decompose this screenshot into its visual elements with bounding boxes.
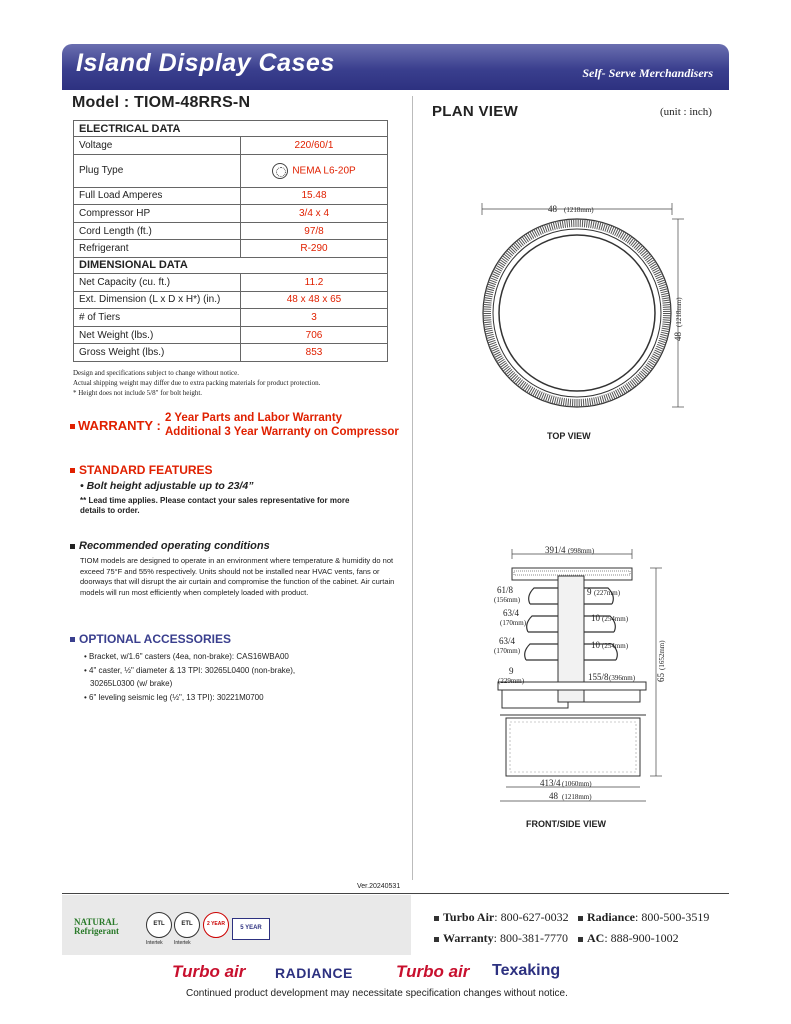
heading-text: Recommended operating conditions [79, 540, 270, 552]
standard-features-heading [70, 463, 213, 477]
note-line: Design and specifications subject to change without notice. [73, 369, 240, 377]
spec-label: Voltage [74, 137, 241, 155]
natural-refrigerant-logo [74, 918, 119, 936]
note-line: * Height does not include 5/8" for bolt height. [73, 389, 203, 397]
dim-l3-mm: (170mm) [494, 647, 521, 655]
list-item: • 6" leveling seismic leg (½", 13 TPI): 30221M0700 [84, 692, 264, 702]
spec-value: 15.48 [241, 187, 388, 205]
front-view-drawing [490, 540, 680, 808]
spec-notes [73, 368, 320, 398]
dim-l1-mm: (156mm) [494, 596, 521, 604]
spec-value: R-290 [241, 240, 388, 258]
electrical-heading: ELECTRICAL DATA [74, 121, 388, 137]
front-top-width-mm: (998mm) [568, 547, 595, 555]
footer-divider [62, 893, 729, 894]
spec-value: 220/60/1 [241, 137, 388, 155]
front-top-width: 391/4 [545, 545, 566, 555]
warranty-label-text: WARRANTY : [78, 418, 161, 433]
dim-l4-mm: (229mm) [498, 677, 525, 685]
contacts-right [578, 907, 709, 949]
optional-accessories-heading [70, 632, 231, 646]
list-item: • 4" caster, ½" diameter & 13 TPI: 30265L0400 (non-brake), [84, 665, 296, 675]
plug-icon [272, 163, 288, 179]
bullet-square-icon [70, 468, 75, 473]
title-banner [62, 44, 729, 90]
plug-type-value: NEMA L6-20P [292, 165, 356, 177]
front-view-caption: FRONT/SIDE VIEW [526, 819, 607, 829]
dim-r3-mm: (254mm) [602, 642, 629, 650]
dim-l3: 63/4 [499, 636, 516, 646]
top-depth-dim: 48 [673, 332, 683, 341]
spec-label: # of Tiers [74, 309, 241, 327]
feature-bolt-height: • Bolt height adjustable up to 23/4” [80, 480, 254, 492]
spec-label: Plug Type [74, 154, 241, 187]
bullet-square-icon [578, 937, 583, 942]
dim-r1-mm: (227mm) [594, 589, 621, 597]
bullet-square-icon [70, 424, 75, 429]
spec-value: 3 [241, 309, 388, 327]
heading-text: STANDARD FEATURES [79, 463, 213, 477]
dim-l4: 9 [509, 666, 514, 676]
dim-r3: 10 [591, 640, 600, 650]
turbo-air-logo: Turbo air [172, 962, 246, 981]
recommended-body: TIOM models are designed to operate in an environment where temperature & humidity do not exceed 75°F and 55% respectively. Units should not be installed near HVAC vents, fans or doorways that will disrupt the air curtain and compromise the function of the cabinet. Air curtain models will run most efficiently when completely loaded with product. [80, 556, 395, 597]
page-title: Island Display Cases [76, 49, 335, 77]
top-depth-mm: (1218mm) [675, 297, 683, 327]
inner-ring [499, 235, 655, 391]
dim-r4-mm: (396mm) [609, 674, 636, 682]
base-cabinet [506, 718, 640, 776]
column-divider [412, 96, 413, 880]
top-view-drawing [470, 195, 700, 420]
dim-r2-mm: (254mm) [602, 615, 629, 623]
dim-l2: 63/4 [503, 608, 520, 618]
radiance-logo: RADIANCE [275, 965, 353, 981]
contact-radiance: Radiance: 800-500-3519 [578, 907, 709, 928]
spec-table [73, 120, 388, 362]
bullet-square-icon [578, 916, 583, 921]
dim-r1: 9 [587, 587, 592, 597]
five-year-warranty-icon: 5 YEAR [232, 918, 270, 940]
dim-base-inner-mm: (1060mm) [562, 780, 592, 788]
contact-turbo-air: Turbo Air: 800-627-0032 [434, 907, 569, 928]
warranty-line-2: Additional 3 Year Warranty on Compressor [165, 426, 399, 438]
warranty-label [70, 418, 161, 433]
model-number: Model : TIOM-48RRS-N [72, 94, 251, 111]
dim-height-mm: (1652mm) [658, 640, 666, 670]
spec-value: 97/8 [241, 222, 388, 240]
spec-value: 48 x 48 x 65 [241, 291, 388, 309]
version: Ver.20240531 [357, 883, 401, 890]
page-subtitle: Self- Serve Merchandisers [582, 66, 713, 80]
feature-lead-time: ** Lead time applies. Please contact your sales representative for more details to order. [80, 496, 350, 515]
contacts-left [434, 907, 569, 949]
contact-warranty: Warranty: 800-381-7770 [434, 928, 569, 949]
warranty-line-1: 2 Year Parts and Labor Warranty [165, 412, 343, 424]
natural-text: NATURAL [74, 917, 118, 927]
top-width-dim: 48 [548, 204, 557, 214]
spec-value-plug [241, 154, 388, 187]
dim-r4: 155/8 [588, 672, 609, 682]
dim-height: 65 [656, 673, 666, 682]
unit-label: (unit : inch) [660, 106, 712, 118]
bullet-square-icon [434, 937, 439, 942]
dim-base-inner: 413/4 [540, 778, 561, 788]
dim-base-outer: 48 [549, 791, 558, 801]
etl-cert-icon: ETL [146, 912, 172, 938]
warranty-text [165, 411, 399, 439]
accessories-list [84, 650, 384, 704]
spec-label: Compressor HP [74, 205, 241, 223]
contact-ac: AC: 888-900-1002 [578, 928, 709, 949]
spec-label: Net Weight (lbs.) [74, 326, 241, 344]
refrigerant-text: Refrigerant [74, 926, 119, 936]
dim-l1: 61/8 [497, 585, 514, 595]
list-item: • Bracket, w/1.6" casters (4ea, non-brake): CAS16WBA00 [84, 652, 289, 661]
spec-label: Full Load Amperes [74, 187, 241, 205]
bullet-square-icon [70, 544, 75, 549]
spec-label: Ext. Dimension (L x D x H*) (in.) [74, 291, 241, 309]
top-view-caption: TOP VIEW [547, 431, 591, 441]
texaking-logo: Texaking [492, 962, 561, 979]
bullet-square-icon [70, 637, 75, 642]
spec-label: Cord Length (ft.) [74, 222, 241, 240]
note-line: Actual shipping weight may differ due to extra packing materials for product protection. [73, 379, 321, 387]
cert-label: Intertek [174, 940, 191, 946]
bullet-square-icon [434, 916, 439, 921]
spec-value: 3/4 x 4 [241, 205, 388, 223]
dim-r2: 10 [591, 613, 600, 623]
spec-value: 11.2 [241, 273, 388, 291]
list-item: 30265L0300 (w/ brake) [90, 679, 173, 688]
cert-label: Intertek [146, 940, 163, 946]
recommended-heading [70, 540, 270, 552]
bottom-disclaimer: Continued product development may necessitate specification changes without notice. [186, 988, 568, 999]
spec-label: Net Capacity (cu. ft.) [74, 273, 241, 291]
dim-base-outer-mm: (1218mm) [562, 793, 592, 801]
spec-value: 853 [241, 344, 388, 362]
spec-label: Refrigerant [74, 240, 241, 258]
heading-text: OPTIONAL ACCESSORIES [79, 632, 232, 646]
etl-sanitation-icon: ETL [174, 912, 200, 938]
top-width-mm: (1218mm) [564, 206, 594, 214]
plan-view-heading: PLAN VIEW [432, 103, 519, 120]
dimensional-heading: DIMENSIONAL DATA [74, 257, 388, 273]
dim-l2-mm: (170mm) [500, 619, 527, 627]
two-year-badge-icon: 2 YEAR [203, 912, 229, 938]
spec-label: Gross Weight (lbs.) [74, 344, 241, 362]
spec-value: 706 [241, 326, 388, 344]
turbo-air-system-logo: Turbo air [396, 962, 470, 981]
